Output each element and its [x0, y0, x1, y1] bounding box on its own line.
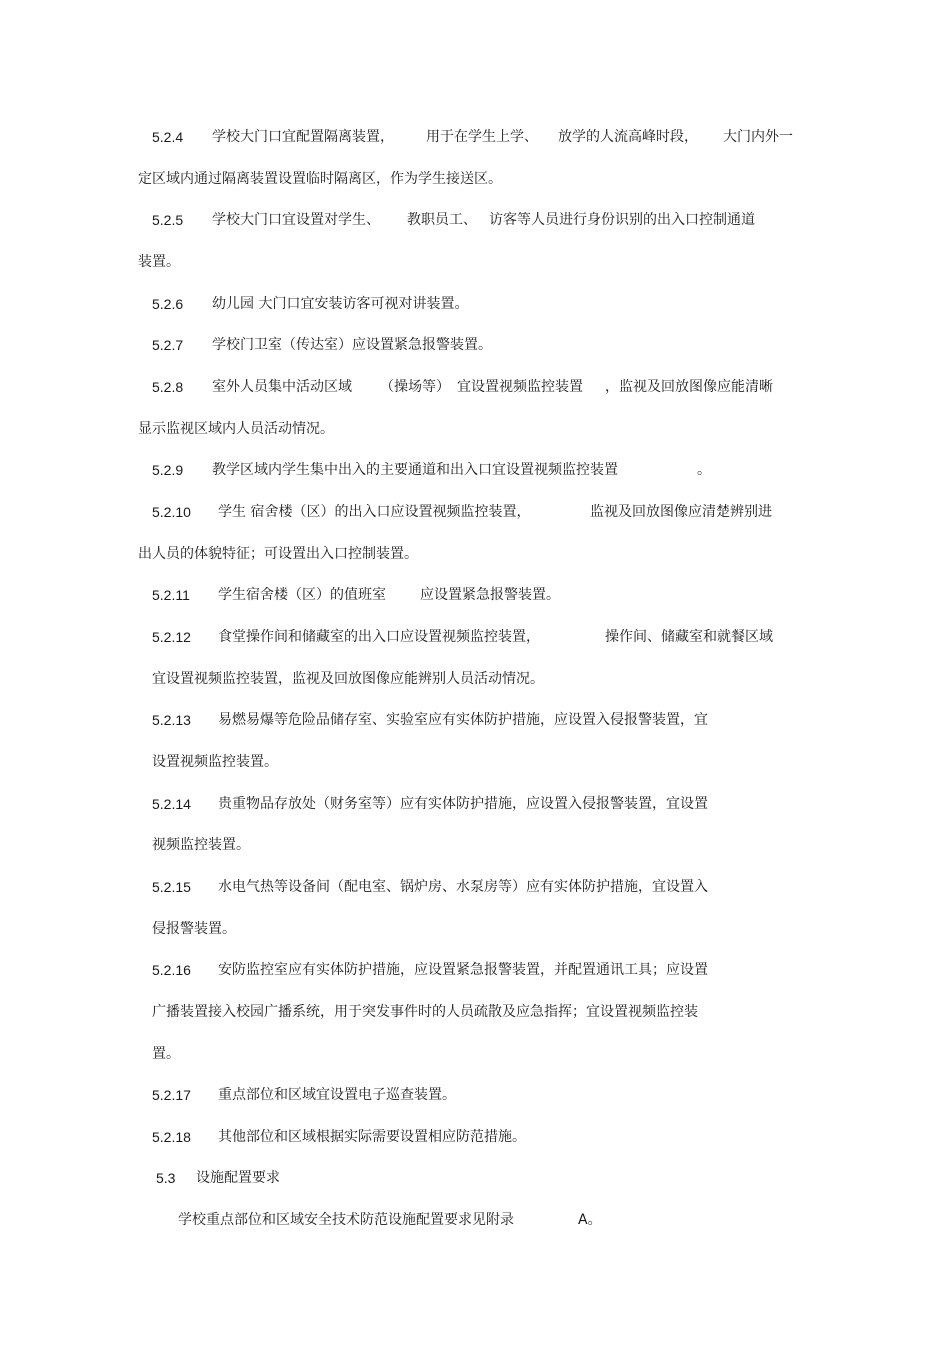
clause-text: 访客等人员进行身份识别的出入口控制通道 [489, 212, 755, 228]
clause-text: 学生宿舍楼（区）的值班室 [218, 587, 386, 603]
clause-text: 学校大门口宜设置对学生、 [212, 212, 380, 228]
section-title: 设施配置要求 [196, 1170, 280, 1186]
clause-text: 水电气热等设备间（配电室、锅炉房、水泵房等）应有实体防护措施，宜设置入 [218, 879, 708, 895]
clause-text: 监视及回放图像应清楚辨别进 [590, 504, 772, 520]
clause-text: 教职员工、 [407, 212, 477, 228]
clause-number: 5.2.16 [152, 962, 191, 978]
clause-text: 重点部位和区域宜设置电子巡查装置。 [218, 1087, 456, 1103]
clause-continuation: 出人员的体貌特征；可设置出入口控制装置。 [138, 546, 418, 562]
appendix-reference: A。 [578, 1212, 602, 1228]
clause-number: 5.2.12 [152, 629, 191, 645]
clause-number: 5.2.8 [152, 379, 184, 395]
clause-text: 用于在学生上学、 [426, 129, 538, 145]
clause-text: 贵重物品存放处（财务室等）应有实体防护措施，应设置入侵报警装置，宜设置 [218, 796, 708, 812]
clause-text: 放学的人流高峰时段， [558, 129, 698, 145]
clause-number: 5.2.18 [152, 1129, 191, 1145]
clause-number: 5.2.10 [152, 504, 191, 520]
clause-number: 5.2.11 [152, 587, 190, 603]
clause-number: 5.2.14 [152, 796, 191, 812]
clause-continuation: 定区域内通过隔离装置设置临时隔离区，作为学生接送区。 [138, 171, 502, 187]
clause-continuation: 视频监控装置。 [152, 837, 250, 853]
clause-number: 5.2.5 [152, 212, 184, 228]
clause-text: 安防监控室应有实体防护措施，应设置紧急报警装置，并配置通讯工具；应设置 [218, 962, 708, 978]
clause-number: 5.2.13 [152, 712, 191, 728]
clause-text: （操场等） [380, 379, 450, 395]
clause-number: 5.2.15 [152, 879, 191, 895]
clause-number: 5.2.17 [152, 1087, 191, 1103]
closing-text: 学校重点部位和区域安全技术防范设施配置要求见附录 [178, 1212, 514, 1228]
clause-text: 教学区域内学生集中出入的主要通道和出入口宜设置视频监控装置 [212, 462, 618, 478]
clause-continuation: 侵报警装置。 [152, 921, 236, 937]
clause-continuation: 显示监视区域内人员活动情况。 [138, 421, 334, 437]
clause-text: ，监视及回放图像应能清晰 [605, 379, 773, 395]
clause-text: 宜设置视频监控装置 [457, 379, 583, 395]
section-number: 5.3 [156, 1170, 176, 1186]
clause-text: 食堂操作间和储藏室的出入口应设置视频监控装置， [218, 629, 540, 645]
clause-text: 大门内外一 [723, 129, 793, 145]
clause-number: 5.2.7 [152, 337, 184, 353]
clause-text: 学校门卫室（传达室）应设置紧急报警装置。 [212, 337, 492, 353]
clause-text: 幼儿园 大门口宜安装访客可视对讲装置。 [212, 296, 469, 312]
clause-text: 学校大门口宜配置隔离装置， [212, 129, 394, 145]
clause-text: 操作间、储藏室和就餐区域 [605, 629, 773, 645]
clause-continuation: 广播装置接入校园广播系统，用于突发事件时的人员疏散及应急指挥；宜设置视频监控装 [152, 1004, 698, 1020]
clause-text: 。 [697, 462, 711, 478]
clause-number: 5.2.9 [152, 462, 184, 478]
clause-text: 其他部位和区域根据实际需要设置相应防范措施。 [218, 1129, 526, 1145]
clause-continuation: 宜设置视频监控装置，监视及回放图像应能辨别人员活动情况。 [152, 671, 544, 687]
clause-number: 5.2.4 [152, 129, 184, 145]
clause-text: 易燃易爆等危险品储存室、实验室应有实体防护措施，应设置入侵报警装置，宜 [218, 712, 708, 728]
clause-text: 学生 宿舍楼（区）的出入口应设置视频监控装置， [218, 504, 531, 520]
clause-number: 5.2.6 [152, 296, 184, 312]
clause-text: 应设置紧急报警装置。 [420, 587, 560, 603]
clause-continuation: 置。 [152, 1046, 180, 1062]
clause-continuation: 装置。 [138, 254, 180, 270]
clause-continuation: 设置视频监控装置。 [152, 754, 278, 770]
clause-text: 室外人员集中活动区域 [212, 379, 352, 395]
